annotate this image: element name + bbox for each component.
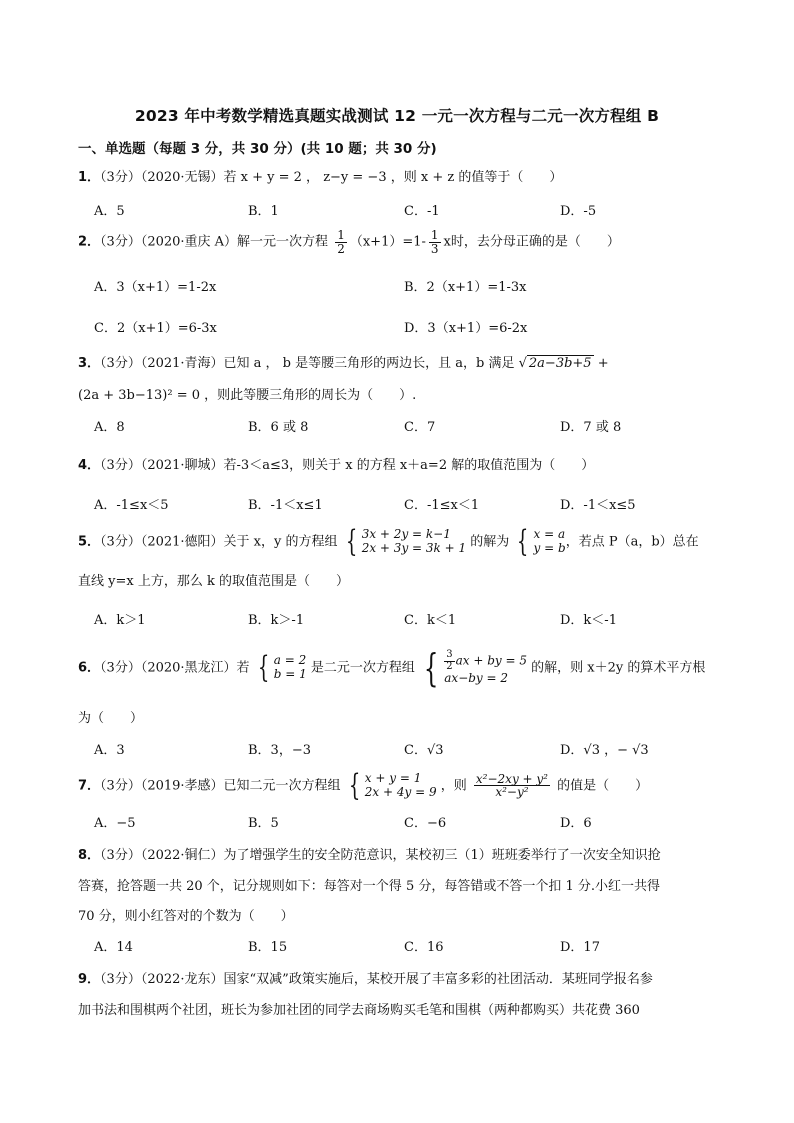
option-c: C．k＜1 <box>404 613 457 628</box>
question-9 <box>78 968 653 987</box>
option-d: D．√3 ，− √3 <box>560 743 649 758</box>
question-9-line-2: 加书法和围棋两个社团，班长为参加社团的同学去商场购买毛笔和围棋（两种都购买）共花费 360 <box>78 1003 640 1018</box>
question-6-line-2: 为（ ） <box>78 711 144 726</box>
question-text-mid: （x+1）=1- <box>349 234 426 250</box>
option-c: C．−6 <box>404 816 447 831</box>
option-b: B．15 <box>248 940 288 955</box>
option-d: D．17 <box>560 940 600 955</box>
question-text-pre: （3分）（2021·德阳）关于 x，y 的方程组 <box>100 534 338 550</box>
question-text-post: 的解，则 x＋2y 的算术平方根 <box>531 660 706 676</box>
brace-symbol: { <box>517 523 529 559</box>
plus-sign: + <box>597 356 609 371</box>
question-text-pre: （3分）（2020·黑龙江）若 <box>100 660 250 676</box>
question-number: 4． <box>78 458 101 473</box>
option-b: B．1 <box>248 204 279 219</box>
question-text-mid: 是二元一次方程组 <box>310 660 415 676</box>
option-b: B．3，−3 <box>248 743 311 758</box>
question-text-post: ，若点 P（a，b）总在 <box>565 534 699 550</box>
question-6 <box>78 645 706 690</box>
question-text-mid: ，则 <box>440 778 467 794</box>
option-d: D．-5 <box>560 204 597 219</box>
option-d: D．-1＜x≤5 <box>560 498 636 513</box>
question-text-mid: 的解为 <box>470 534 510 550</box>
question-number: 8． <box>78 848 101 863</box>
option-b: B．5 <box>248 816 279 831</box>
question-8 <box>78 844 661 863</box>
option-a: A．3 <box>94 743 125 758</box>
option-d: D．7 或 8 <box>560 420 622 435</box>
question-8-line-2: 答赛，抢答题一共 20 个，记分规则如下：每答对一个得 5 分，每答错或不答一个扣 1 分.小红一共得 <box>78 879 661 894</box>
question-text: （3分）（2021·青海）已知 a ， b 是等腰三角形的两边长，且 a，b 满足 <box>100 356 515 371</box>
equation-system: x + y = 1 2x + 4y = 9 <box>364 771 437 799</box>
fraction-third: $\frac{1}{3}$ <box>430 228 439 256</box>
brace-symbol: { <box>348 767 360 803</box>
question-7 <box>78 767 649 803</box>
question-5-line-2: 直线 y=x 上方，那么 k 的取值范围是（ ） <box>78 574 349 589</box>
option-d: D．6 <box>560 816 592 831</box>
question-number: 7． <box>78 778 101 794</box>
brace-symbol: { <box>345 523 357 559</box>
question-text-pre: （3分）（2019·孝感）已知二元一次方程组 <box>100 778 341 794</box>
question-number: 1． <box>78 170 101 185</box>
brace-symbol: { <box>423 645 439 690</box>
option-a: A．k＞1 <box>94 613 146 628</box>
option-d: D．3（x+1）=6-2x <box>404 321 528 336</box>
question-number: 2． <box>78 234 101 250</box>
option-c: C．-1 <box>404 204 440 219</box>
option-b: B．6 或 8 <box>248 420 309 435</box>
question-text-pre: （3分）（2020·重庆 A）解一元一次方程 <box>100 234 329 250</box>
question-8-line-3: 70 分，则小红答对的个数为（ ） <box>78 909 294 924</box>
question-5 <box>78 523 699 559</box>
brace-symbol: { <box>257 649 269 685</box>
question-text-post: x时，去分母正确的是（ ） <box>443 234 620 250</box>
solution-system: x = a y = b <box>533 527 566 555</box>
fraction-half: $\frac{1}{2}$ <box>337 228 345 256</box>
question-text: （3分）（2020·无锡）若 x + y = 2 ， z−y = −3 ，则 x + z 的值等于（ ） <box>100 170 563 185</box>
equation-system: 3x + 2y = k−1 2x + 3y = 3k + 1 <box>361 527 467 555</box>
question-number: 5． <box>78 534 101 550</box>
option-a: A．-1≤x＜5 <box>94 498 169 513</box>
option-c: C．16 <box>404 940 444 955</box>
question-number: 9． <box>78 972 101 987</box>
option-c: C．7 <box>404 420 436 435</box>
question-text: （3分）（2022·龙东）国家“双减”政策实施后，某校开展了丰富多彩的社团活动．某班同学报名参 <box>100 972 653 987</box>
question-4 <box>78 454 594 473</box>
solution-system: a = 2 b = 1 <box>273 653 307 681</box>
question-number: 6． <box>78 660 101 676</box>
question-text-post: 的值是（ ） <box>557 778 649 794</box>
option-b: B．-1＜x≤1 <box>248 498 323 513</box>
fraction-expression: $\frac{\text{x²−2xy + y²}}{\text{x²−y²}}$ <box>475 771 548 800</box>
option-a: A．3（x+1）=1-2x <box>94 280 217 295</box>
question-text: （3分）（2022·铜仁）为了增强学生的安全防范意识，某校初三（1）班班委举行了一次安全知识抢 <box>100 848 661 863</box>
question-text: （3分）（2021·聊城）若-3＜a≤3，则关于 x 的方程 x＋a=2 解的取值范围为（ ） <box>100 458 595 473</box>
option-c: C．-1≤x＜1 <box>404 498 480 513</box>
option-b: B．2（x+1）=1-3x <box>404 280 527 295</box>
question-1 <box>78 166 562 185</box>
page-title: 2023 年中考数学精选真题实战测试 12 一元一次方程与二元一次方程组 B <box>134 107 660 125</box>
option-a: A．−5 <box>94 816 136 831</box>
sqrt-expression: 2a−3b+5 <box>528 356 592 371</box>
question-2 <box>78 229 620 255</box>
option-d: D．k＜-1 <box>560 613 617 628</box>
question-3: 3．（3分）（2021·青海）已知 a ， b 是等腰三角形的两边长，且 a，b 满足 √ 2a−3b+5 + <box>78 356 609 371</box>
question-3-line-2: (2a + 3b−13)² = 0 ，则此等腰三角形的周长为（ ）. <box>78 388 417 403</box>
question-number: 3． <box>78 356 101 371</box>
equation-system: $\frac{3}{2}$ ax + by = 5 ax−by = 2 <box>444 649 528 685</box>
option-c: C．2（x+1）=6-3x <box>94 321 217 336</box>
option-a: A．5 <box>94 204 125 219</box>
option-a: A．14 <box>94 940 133 955</box>
section-heading: 一、单选题（每题 3 分，共 30 分）(共 10 题；共 30 分) <box>78 141 437 157</box>
option-a: A．8 <box>94 420 125 435</box>
option-b: B．k＞-1 <box>248 613 305 628</box>
option-c: C．√3 <box>404 743 444 758</box>
